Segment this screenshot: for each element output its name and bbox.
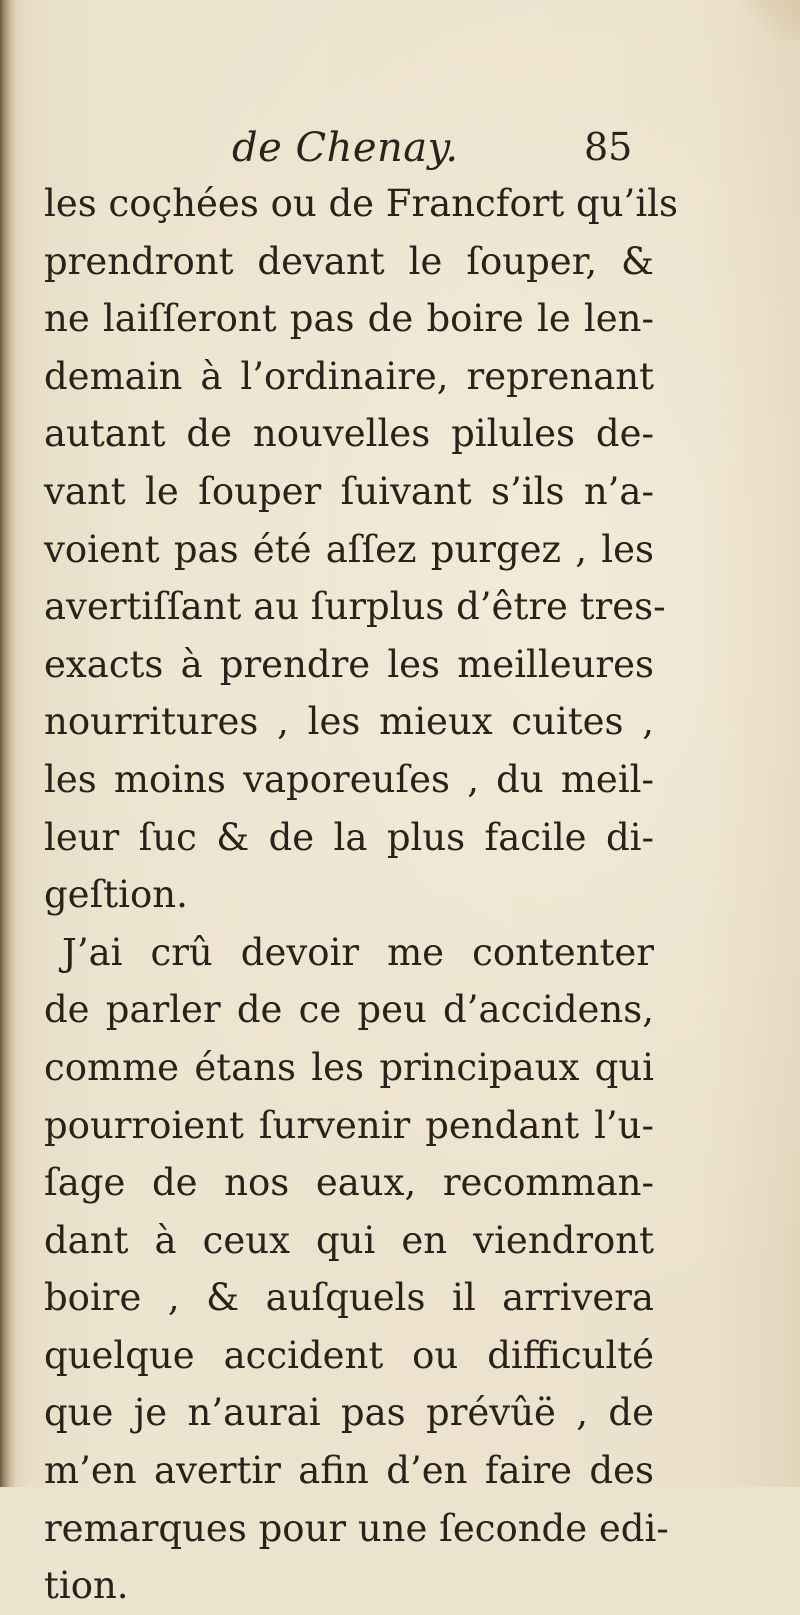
text-line: vant le ſouper ſuivant s’ils n’a- — [44, 469, 654, 513]
text-line: nourritures , les mieux cuites , — [44, 700, 654, 744]
text-line: m’en avertir afin d’en faire des — [44, 1449, 654, 1493]
page-corner-shading — [740, 0, 800, 40]
text-line: ſage de nos eaux, recomman- — [44, 1161, 654, 1205]
text-line: comme étans les principaux qui — [44, 1045, 654, 1089]
text-line: les coçhées ou de Francfort qu’ils — [44, 182, 678, 225]
text-line: boire , & auſquels il arrivera — [44, 1276, 654, 1320]
text-line: pourroient ſurvenir pendant l’u- — [44, 1103, 654, 1147]
text-line: remarques pour une ſeconde edi- — [44, 1506, 669, 1550]
text-line: avertiſſant au ſurplus d’être tres- — [44, 585, 666, 629]
text-line: prendront devant le ſouper, & — [44, 239, 654, 283]
text-line: quelque accident ou difficulté — [44, 1333, 654, 1377]
text-line: autant de nouvelles pilules de- — [44, 412, 654, 456]
page-number: 85 — [584, 125, 633, 169]
page-gutter — [0, 0, 16, 1487]
body-text — [44, 175, 678, 1615]
running-title: de Chenay. — [232, 125, 459, 171]
text-line: de parler de ce peu d’accidens, — [44, 988, 654, 1032]
text-line: voient pas été aſſez purgez , les — [44, 527, 654, 571]
text-line: geſtion. — [44, 873, 188, 917]
text-line: tion. — [44, 1564, 129, 1608]
text-line: les moins vaporeuſes , du meil- — [44, 757, 654, 801]
text-line: demain à l’ordinaire, reprenant — [44, 354, 654, 398]
text-line: dant à ceux qui en viendront — [44, 1218, 654, 1262]
text-line: leur ſuc & de la plus facile di- — [44, 815, 654, 859]
text-line: que je n’aurai pas prévûë , de — [44, 1391, 654, 1435]
text-line: exacts à prendre les meilleures — [44, 642, 654, 686]
text-line: ne laiſſeront pas de boire le len- — [44, 297, 654, 341]
text-line: J’ai crû devoir me contenter — [62, 930, 654, 974]
